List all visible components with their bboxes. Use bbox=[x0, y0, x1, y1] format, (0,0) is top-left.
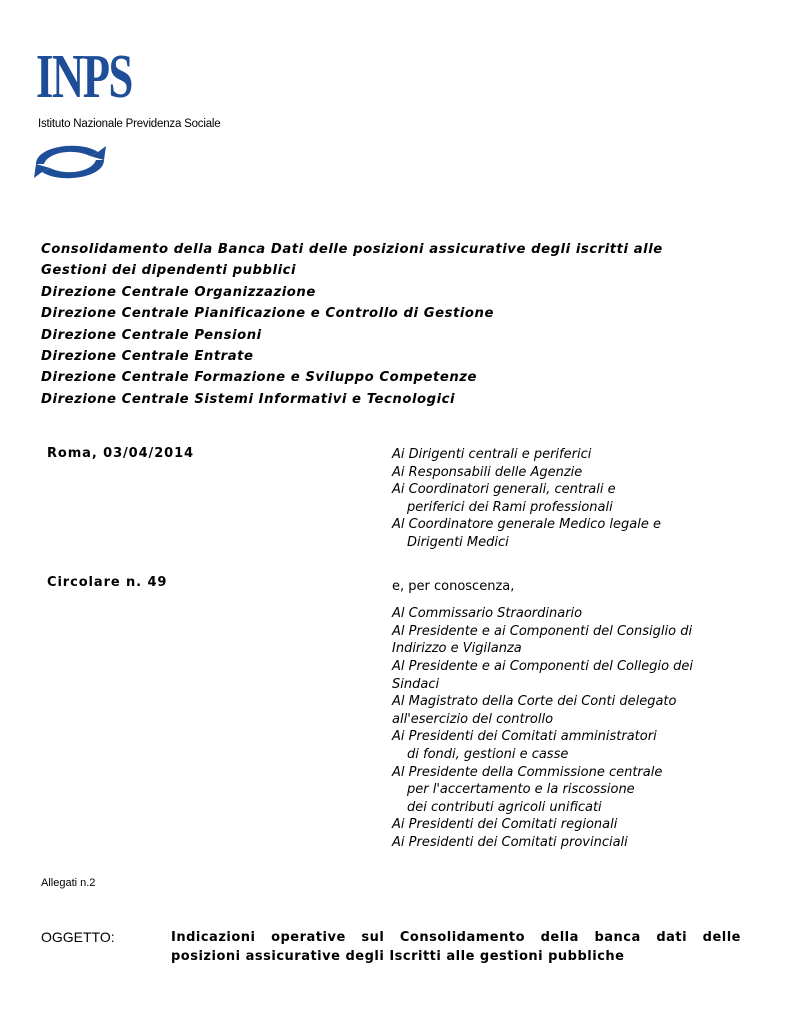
cc-recipient-line: Al Presidente e ai Componenti del Collegio dei bbox=[392, 658, 694, 674]
direction-line: Direzione Centrale Pianificazione e Controllo di Gestione bbox=[41, 306, 494, 322]
direction-line: Direzione Centrale Organizzazione bbox=[41, 284, 316, 300]
cc-recipient-line: Al Presidente e ai Componenti del Consiglio di bbox=[392, 623, 693, 639]
direction-line: Direzione Centrale Entrate bbox=[41, 349, 254, 365]
cc-label: e, per conoscenza, bbox=[392, 578, 515, 594]
direction-line: Direzione Centrale Sistemi Informativi e Tecnologici bbox=[41, 391, 456, 407]
cc-recipient-line: Ai Presidenti dei Comitati amministratori bbox=[392, 729, 657, 745]
cc-recipient-line: Ai Presidenti dei Comitati regionali bbox=[392, 817, 618, 833]
institute-name: Istituto Nazionale Previdenza Sociale bbox=[38, 118, 221, 130]
direction-line: Direzione Centrale Formazione e Sviluppo Competenze bbox=[41, 370, 477, 386]
direction-line: Gestioni dei dipendenti pubblici bbox=[41, 263, 297, 279]
direction-line: Consolidamento della Banca Dati delle posizioni assicurative degli iscritti alle bbox=[41, 242, 663, 257]
document-date: Roma, 03/04/2014 bbox=[47, 446, 194, 461]
recipient-line: Al Coordinatore generale Medico legale e bbox=[392, 517, 661, 533]
cc-recipient-line: Sindaci bbox=[392, 676, 440, 692]
recipient-line: Dirigenti Medici bbox=[407, 534, 509, 550]
logo-wordmark: INPS bbox=[36, 43, 132, 111]
subject-line: Indicazioni operative sul Consolidamento della banca dati delle bbox=[171, 930, 741, 945]
recipient-line: periferici dei Rami professionali bbox=[407, 499, 613, 515]
subject-text bbox=[171, 928, 741, 966]
cc-recipient-line: per l'accertamento e la riscossione bbox=[407, 782, 635, 798]
recipient-line: Ai Coordinatori generali, centrali e bbox=[392, 482, 616, 498]
cc-recipient-line: Al Presidente della Commissione centrale bbox=[392, 764, 663, 780]
direction-line: Direzione Centrale Pensioni bbox=[41, 327, 262, 343]
cc-recipient-line: Indirizzo e Vigilanza bbox=[392, 641, 522, 657]
recipient-line: Ai Dirigenti centrali e periferici bbox=[392, 447, 592, 462]
cc-recipient-line: Al Commissario Straordinario bbox=[392, 606, 583, 622]
subject-label: OGGETTO: bbox=[41, 929, 115, 945]
recipients-block bbox=[392, 446, 772, 851]
cc-recipient-line: Al Magistrato della Corte dei Conti delegato bbox=[392, 694, 677, 710]
circular-number: Circolare n. 49 bbox=[47, 575, 168, 590]
cc-recipient-line: Ai Presidenti dei Comitati provinciali bbox=[392, 834, 628, 850]
directions-list bbox=[41, 239, 663, 410]
attachments-count: Allegati n.2 bbox=[41, 877, 96, 889]
cc-recipient-line: di fondi, gestioni e casse bbox=[407, 746, 569, 762]
cc-recipient-line: dei contributi agricoli unificati bbox=[407, 799, 602, 815]
recipient-line: Ai Responsabili delle Agenzie bbox=[392, 464, 583, 480]
cc-recipient-line: all'esercizio del controllo bbox=[392, 711, 554, 727]
subject-line: posizioni assicurative degli Iscritti alle gestioni pubbliche bbox=[171, 949, 625, 964]
circular-arrows-icon bbox=[28, 136, 112, 188]
